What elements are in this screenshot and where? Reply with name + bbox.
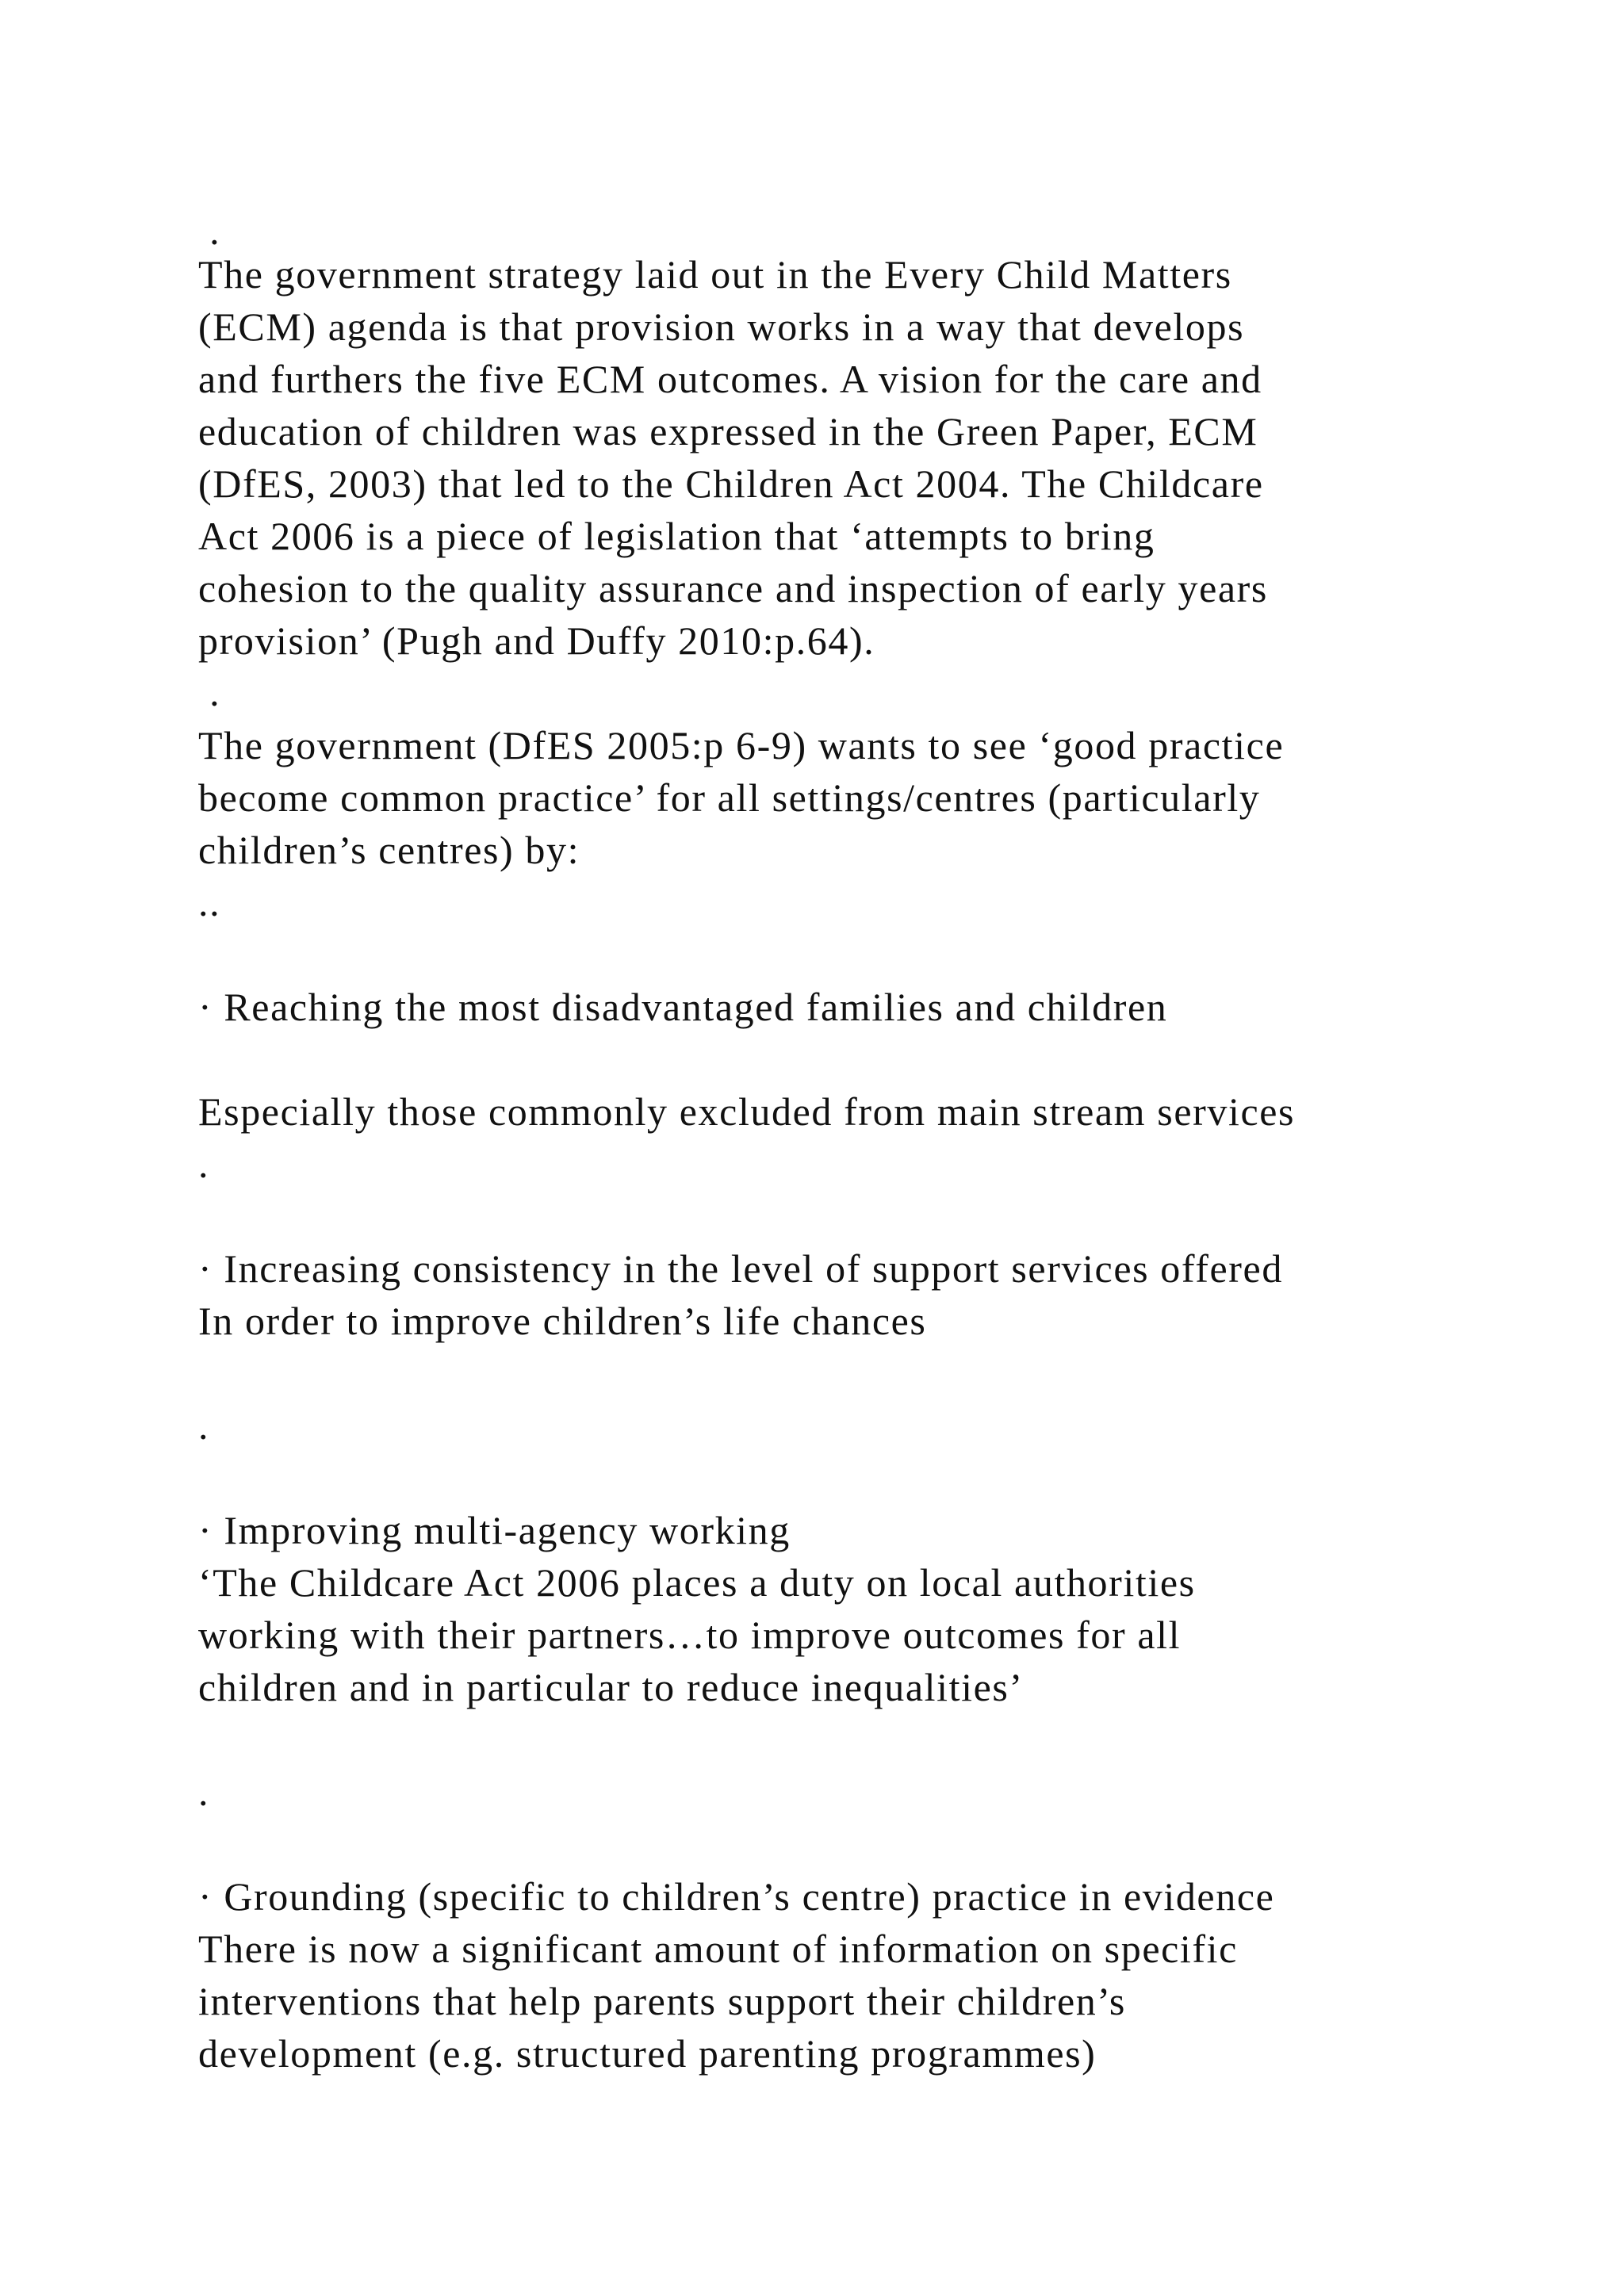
text-line: cohesion to the quality assurance and inspection of early years	[198, 566, 1268, 610]
text-line: working with their partners…to improve outcomes for all	[198, 1613, 1182, 1657]
text-line: children’s centres) by:	[198, 828, 580, 872]
text-line: ‘The Childcare Act 2006 places a duty on local authorities	[198, 1560, 1196, 1605]
text-line: and furthers the five ECM outcomes. A vision for the care and	[198, 357, 1262, 401]
text-line: There is now a significant amount of information on specific	[198, 1927, 1238, 1971]
text-line: .	[198, 670, 221, 714]
text-line: development (e.g. structured parenting programmes)	[198, 2031, 1097, 2076]
text-line: interventions that help parents support their children’s	[198, 1979, 1126, 2023]
text-line: The government (DfES 2005:p 6-9) wants to see ‘good practice	[198, 723, 1285, 767]
text-line: (ECM) agenda is that provision works in a way that develops	[198, 304, 1245, 349]
text-line: .	[198, 209, 221, 253]
text-line: education of children was expressed in the Green Paper, ECM	[198, 409, 1258, 453]
text-line: .	[198, 1142, 210, 1186]
text-line: ..	[198, 880, 221, 924]
bullet-item: · Improving multi-agency working	[198, 1508, 791, 1552]
text-line: In order to improve children’s life chances	[198, 1299, 927, 1343]
text-line: become common practice’ for all settings/centres (particularly	[198, 775, 1261, 820]
text-line: Act 2006 is a piece of legislation that ‘attempts to bring	[198, 514, 1155, 558]
text-line: .	[198, 1403, 210, 1448]
bullet-item: · Increasing consistency in the level of support services offered	[198, 1246, 1283, 1291]
text-line: children and in particular to reduce inequalities’	[198, 1665, 1024, 1709]
text-line: (DfES, 2003) that led to the Children Act 2004. The Childcare	[198, 461, 1264, 506]
bullet-item: · Grounding (specific to children’s centre) practice in evidence	[198, 1874, 1275, 1919]
text-line: The government strategy laid out in the Every Child Matters	[198, 252, 1232, 297]
text-line: .	[198, 1770, 210, 1814]
text-line: Especially those commonly excluded from main stream services	[198, 1089, 1296, 1134]
text-line: provision’ (Pugh and Duffy 2010:p.64).	[198, 618, 875, 663]
bullet-item: · Reaching the most disadvantaged families and children	[198, 985, 1168, 1029]
